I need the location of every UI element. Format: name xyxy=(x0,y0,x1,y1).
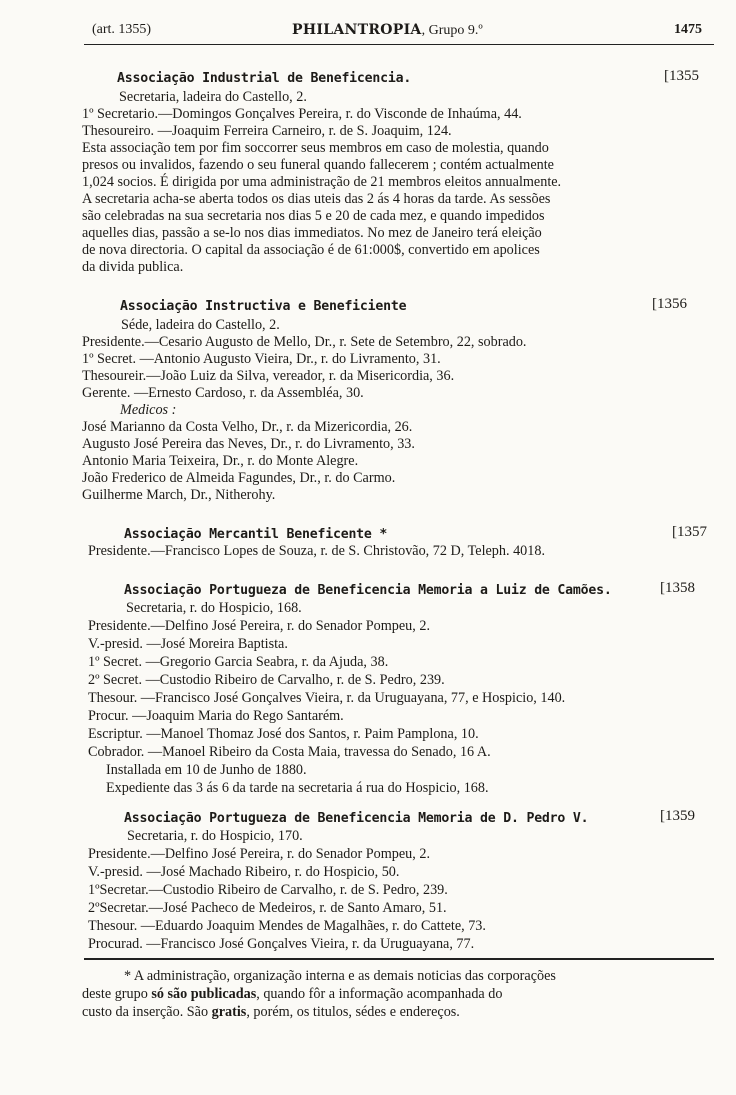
entry-line: Secretaria, r. do Hospicio, 170. xyxy=(127,828,303,844)
entry-line: Gerente. —Ernesto Cardoso, r. da Assembléa, 30. xyxy=(82,385,364,401)
footnote-line xyxy=(82,986,502,1003)
entry-number: [1359 xyxy=(660,808,695,824)
entry-line: Presidente.—Cesario Augusto de Mello, Dr., r. Sete de Setembro, 22, sobrado. xyxy=(82,334,527,350)
entry-line: 1,024 socios. É dirigida por uma administração de 21 membros eleitos annualmente. xyxy=(82,174,562,190)
entry-title: Associação Instructiva e Beneficiente xyxy=(120,299,407,314)
entry-line: de nova directoria. O capital da associação é de 61:000$, convertido em apolices xyxy=(82,242,540,258)
section-ref: (art. 1355) xyxy=(92,22,152,37)
entry-line: Expediente das 3 ás 6 da tarde na secretaria á rua do Hospicio, 168. xyxy=(106,780,489,796)
header-title: PHILANTROPIA xyxy=(292,22,422,38)
entry-line: A secretaria acha-se aberta todos os dias uteis das 2 ás 4 horas da tarde. As sessões xyxy=(82,191,551,207)
entry-line: Secretaria, ladeira do Castello, 2. xyxy=(119,89,307,105)
page-header xyxy=(92,22,702,42)
entry-line: 1º Secretario.—Domingos Gonçalves Pereira, r. do Visconde de Inhaúma, 44. xyxy=(82,106,522,122)
entry-line: V.-presid. —José Machado Ribeiro, r. do Hospicio, 50. xyxy=(88,864,400,880)
entry-line: Procurad. —Francisco José Gonçalves Vieira, r. da Uruguayana, 77. xyxy=(88,936,475,952)
entry-title: Associação Industrial de Beneficencia. xyxy=(117,71,412,86)
entry-line: Medicos : xyxy=(120,402,177,418)
entry-line: 2º Secret. —Custodio Ribeiro de Carvalho, r. de S. Pedro, 239. xyxy=(88,672,445,688)
entry-line: José Marianno da Costa Velho, Dr., r. da Mizericordia, 26. xyxy=(82,419,413,435)
footnote-line: * A administração, organização interna e as demais noticias das corporações xyxy=(124,968,556,984)
entry-line: são celebradas na sua secretaria nos dias 5 e 20 de cada mez, e quando impedidos xyxy=(82,208,545,224)
entry-line: João Frederico de Almeida Fagundes, Dr., r. do Carmo. xyxy=(82,470,396,486)
entry-title: Associação Portugueza de Beneficencia Memoria a Luiz de Camões. xyxy=(124,583,612,598)
running-title xyxy=(292,22,483,39)
footnote-rule xyxy=(84,958,714,960)
entry-line: Cobrador. —Manoel Ribeiro da Costa Maia, travessa do Senado, 16 A. xyxy=(88,744,491,760)
entry-title: Associação Mercantil Beneficente * xyxy=(124,527,388,542)
footnote-line xyxy=(82,1004,460,1021)
entry-line: Presidente.—Francisco Lopes de Souza, r. de S. Christovão, 72 D, Teleph. 4018. xyxy=(88,543,546,559)
entry-line: Escriptur. —Manoel Thomaz José dos Santos, r. Paim Pamplona, 10. xyxy=(88,726,479,742)
entry-line: Secretaria, r. do Hospicio, 168. xyxy=(126,600,302,616)
entry-line: Esta associação tem por fim soccorrer seus membros em caso de molestia, quando xyxy=(82,140,549,156)
entry-line: Thesour. —Eduardo Joaquim Mendes de Magalhães, r. do Cattete, 73. xyxy=(88,918,486,934)
entry-line: Installada em 10 de Junho de 1880. xyxy=(106,762,307,778)
entry-number: [1355 xyxy=(664,68,699,84)
entry-number: [1356 xyxy=(652,296,687,312)
entry-line: Thesoureiro. —Joaquim Ferreira Carneiro, r. de S. Joaquim, 124. xyxy=(82,123,452,139)
entry-line: Séde, ladeira do Castello, 2. xyxy=(121,317,280,333)
entry-line: 1ºSecretar.—Custodio Ribeiro de Carvalho, r. de S. Pedro, 239. xyxy=(88,882,448,898)
footnote-emphasis: só são publicadas xyxy=(151,986,257,1002)
entry-line: Thesoureir.—João Luiz da Silva, vereador, r. da Misericordia, 36. xyxy=(82,368,455,384)
entry-line: Thesour. —Francisco José Gonçalves Vieira, r. da Uruguayana, 77, e Hospicio, 140. xyxy=(88,690,566,706)
entry-line: 1º Secret. —Antonio Augusto Vieira, Dr., r. do Livramento, 31. xyxy=(82,351,441,367)
footnote-text: , porém, os titulos, sédes e endereços. xyxy=(246,1004,460,1020)
entry-line: da divida publica. xyxy=(82,259,184,275)
entry-number: [1357 xyxy=(672,524,707,540)
entry-line: Procur. —Joaquim Maria do Rego Santarém. xyxy=(88,708,344,724)
entry-title: Associação Portugueza de Beneficencia Memoria de D. Pedro V. xyxy=(124,811,589,826)
footnote-emphasis: gratis xyxy=(211,1004,247,1020)
footnote-text: , quando fôr a informação acompanhada do xyxy=(256,986,503,1002)
entry-line: Guilherme March, Dr., Nitherohy. xyxy=(82,487,276,503)
entry-line: Antonio Maria Teixeira, Dr., r. do Monte Alegre. xyxy=(82,453,359,469)
entry-line: Presidente.—Delfino José Pereira, r. do Senador Pompeu, 2. xyxy=(88,846,431,862)
footnote-text: deste grupo xyxy=(82,986,152,1002)
page-number: 1475 xyxy=(674,22,702,37)
entry-line: 2ºSecretar.—José Pacheco de Medeiros, r. de Santo Amaro, 51. xyxy=(88,900,447,916)
entry-line: Presidente.—Delfino José Pereira, r. do Senador Pompeu, 2. xyxy=(88,618,431,634)
footnote-text: custo da inserção. São xyxy=(82,1004,212,1020)
entry-line: V.-presid. —José Moreira Baptista. xyxy=(88,636,288,652)
entry-line: presos ou invalidos, fazendo o seu funeral quando fallecerem ; contém actualmente xyxy=(82,157,554,173)
header-rule xyxy=(84,44,714,45)
entry-line: 1º Secret. —Gregorio Garcia Seabra, r. da Ajuda, 38. xyxy=(88,654,389,670)
entry-line: Augusto José Pereira das Neves, Dr., r. do Livramento, 33. xyxy=(82,436,415,452)
header-group: , Grupo 9.º xyxy=(421,23,483,38)
entry-number: [1358 xyxy=(660,580,695,596)
entry-line: aquelles dias, passão a se-lo nos dias immediatos. No mez de Janeiro terá eleição xyxy=(82,225,542,241)
